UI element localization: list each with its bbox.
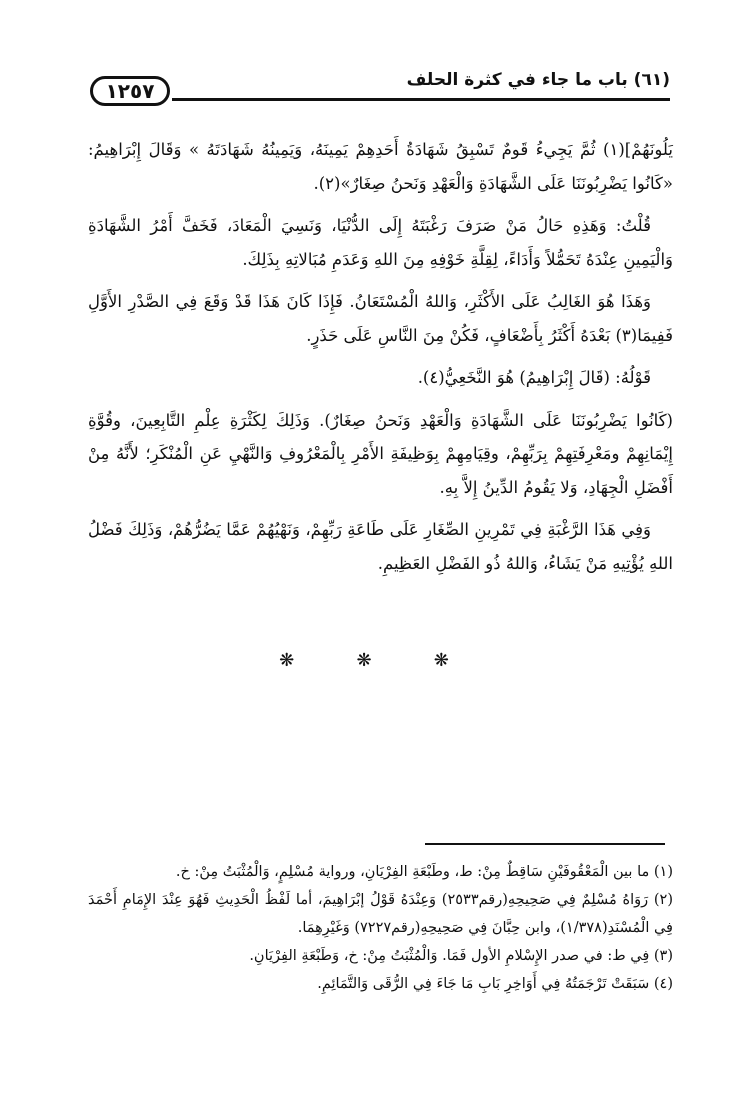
paragraph-3: وَهَذَا هُوَ الغَالِبُ عَلَى الأَكْثَرِ، وَاللهُ الْمُسْتَعَانُ. فَإِذَا كَانَ هَذَا قَدْ وَقَعَ فِي الصَّدْرِ الأَوَّلِ فَفِيمَا(٣) بَعْدَهُ أَكْثَرُ بِأَضْعَافٍ، فَكُنْ مِنَ النَّاسِ عَلَى حَذَرٍ. [88, 292, 673, 345]
footnote-3: (٣) فِي ط: في صدر الإِسْلامِ الأول فَمَا. وَالْمُثْبَتُ مِنْ: خ، وَطَبْعَةِ الفِرْيَانِ. [249, 948, 673, 964]
page-header [90, 62, 670, 108]
paragraph-1: يَلُونَهُمْ](١) ثُمَّ يَجِيءُ قَومٌ تَسْبِقُ شَهَادَةُ أَحَدِهِمْ يَمِينَهُ، وَيَمِينُهُ شَهَادَتَهُ » وَقَالَ إِبْرَاهِيمُ: «كَانُوا يَضْرِبُونَنَا عَلَى الشَّهَادَةِ وَالْعَهْدِ وَنَحنُ صِغَارٌ»(٢). [88, 140, 673, 193]
footnotes [88, 858, 673, 998]
footnote-rule [425, 843, 665, 845]
main-text [88, 133, 673, 589]
footnote-4: (٤) سَبَقَتْ تَرْجَمَتُهُ فِي أَوَاخِرِ بَابِ مَا جَاءَ فِي الرُّقَى وَالتَّمَائِمِ. [317, 976, 673, 992]
paragraph-4: قَوْلُهُ: (قَالَ إِبْرَاهِيمُ) هُوَ النَّخَعِيُّ(٤). [417, 368, 651, 387]
header-rule [172, 98, 670, 101]
paragraph-5: (كَانُوا يَضْرِبُونَنَا عَلَى الشَّهَادَةِ وَالْعَهْدِ وَنَحنُ صِغَارٌ). وَذَلِكَ لِكَثْرَةِ عِلْمِ التَّابِعِينَ، وقُوَّةِ إِيْمَانِهِمْ ومَعْرِفَتِهِمْ بِرَبِّهِمْ، وقِيَامِهِمْ بِوَظِيفَةِ الأَمْرِ بِالْمَعْرُوفِ وَالنَّهْيِ عَنِ الْمُنْكَرِ؛ لأَنَّهُ مِنْ أَفْضَلِ الْجِهَادِ، وَلا يَقُومُ الدِّينُ إِلاَّ بِهِ. [88, 410, 673, 497]
paragraph-2: قُلْتُ: وَهَذِهِ حَالُ مَنْ صَرَفَ رَغْبَتَهُ إِلَى الدُّنْيَا، وَنَسِيَ الْمَعَادَ، فَخَفَّ أَمْرُ الشَّهَادَةِ وَالْيَمِينِ عِنْدَهُ تَحَمُّلاً وَأَدَاءً، لِقِلَّةِ خَوْفِهِ مِنَ اللهِ وَعَدَمِ مُبَالاتِهِ بِذَلِكَ. [88, 216, 673, 269]
footnote-2: (٢) رَوَاهُ مُسْلِمٌ فِي صَحِيحِهِ(رقم٢٥٣٣) وَعِنْدَهُ قَوْلُ إبْرَاهِيمَ، أما لَفْظُ الْحَدِيثِ فَهُوَ عِنْدَ الإِمَامِ أَحْمَدَ فِي الْمُسْنَدِ(١/٣٧٨)، وابن حِبَّانَ فِي صَحِيحِهِ(رقم٧٢٢٧) وَغَيْرِهِمَا. [88, 892, 673, 936]
footnote-1: (١) ما بين الْمَعْقُوفَيْنِ سَاقِطٌ مِنْ: ط، وطَبْعَةِ الفِرْيَانِ، ورواية مُسْلِمٍ، وَالْمُثْبَتُ مِنْ: خ. [175, 864, 673, 880]
section-ornament: ❋ ❋ ❋ [279, 650, 477, 671]
chapter-title: (٦١) باب ما جاء في كثرة الحلف [406, 70, 670, 90]
paragraph-6: وَفِي هَذَا الرَّغْبَةِ فِي تَمْرِينِ الصِّغَارِ عَلَى طَاعَةِ رَبِّهِمْ، وَنَهْيُهُمْ عَمَّا يَضُرُّهُمْ، وَذَلِكَ فَضْلُ اللهِ يُؤْتِيهِ مَنْ يَشَاءُ، وَاللهُ ذُو الفَضْلِ العَظِيمِ. [88, 520, 673, 573]
page-number: ١٢٥٧ [90, 76, 170, 106]
